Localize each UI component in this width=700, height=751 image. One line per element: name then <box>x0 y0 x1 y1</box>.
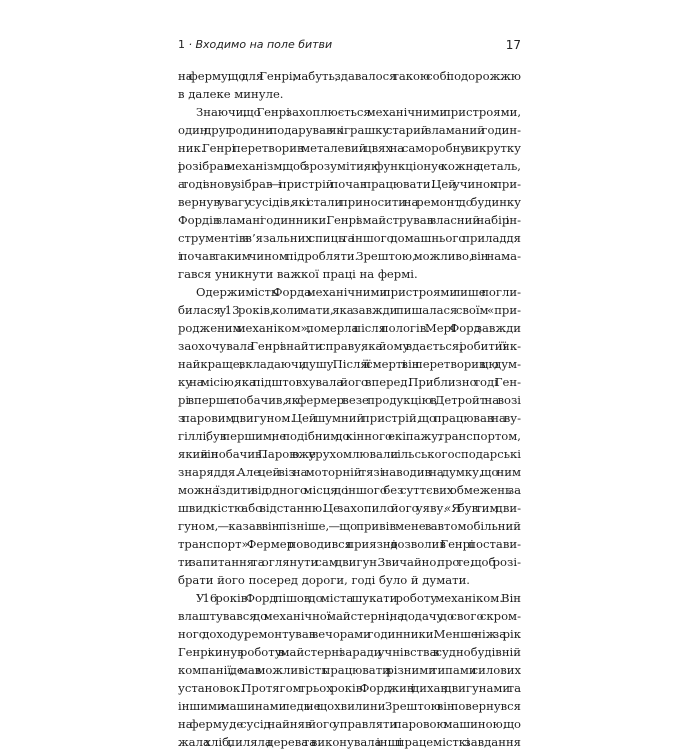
text-line: родженим механіком», померла після пологів. Мері Форд завжди <box>178 321 521 335</box>
text-line: рі вперше побачив, як фермер везе продукцію в Детройт на возі <box>178 393 521 407</box>
text-line: влаштувався до механічної майстерні і, на додачу до свого скром- <box>178 609 521 623</box>
text-line: ник. Генрі перетворив металевий цвях на саморобну викрутку <box>178 141 521 155</box>
text-line: ти запитання та оглянути сам двигун. Звичайно, про те, щоб розі- <box>178 555 521 569</box>
body-text <box>178 67 521 751</box>
text-line: Одержимість Форда механічними пристроями лише погли- <box>196 285 521 299</box>
text-line: і розібрав механізм, щоб зрозуміти, як функціонує кожна деталь, <box>178 159 521 173</box>
text-line: вернув увагу сусідів, які стали приносити на ремонт до будинку <box>178 195 521 209</box>
text-line: який він побачив. Парою вже урухомлювали сільськогосподарські <box>178 447 521 461</box>
text-line: на ферму, де сусід найняв його управляти паровою машиною, що <box>178 717 521 731</box>
text-line: Знаючи, що Генрі захоплюється механічними пристроями, <box>196 105 521 119</box>
text-line: установок. Протягом трьох років Форд жив і дихав двигунами та <box>178 681 521 695</box>
text-line: заохочувала Генрі знайти справу, яка йому вдається, і робити її як- <box>178 339 521 353</box>
text-line: билася у 13 років, коли мати, яка завжди пишалася своїм «при- <box>178 303 521 317</box>
chapter-title: Входимо на поле битви <box>195 38 333 51</box>
chapter-number: 1 <box>178 38 185 51</box>
text-line: гуном, — казав він пізніше, — що привів мене в автомобільний <box>178 519 521 533</box>
text-line: іншими машинами ледь не щохвилини. Зрештою він повернувся <box>178 699 521 713</box>
text-line: гався уникнути важкої праці на фермі. <box>178 267 418 281</box>
chapter-heading <box>178 38 332 51</box>
text-line: ного доходу, ремонтував вечорами годинники. Менше ніж за рік <box>178 627 521 641</box>
text-line: і почав таким чином підробляти. Зрештою, можливо, він нама- <box>178 249 521 263</box>
text-line: Фордів зламані годинники. Генрі змайстрував власний набір ін- <box>178 213 521 227</box>
text-line: ку на місію, яка підштовхувала його вперед. Приблизно тоді Ген- <box>178 375 521 389</box>
page-number: 17 <box>505 38 521 52</box>
text-line: транспорт». Фермер поводився приязно і дозволив Генрі постави- <box>178 537 521 551</box>
text-line: в далеке минуле. <box>178 87 284 101</box>
chapter-separator: · <box>188 38 192 51</box>
text-line: компанії, де мав можливість працювати з різними типами силових <box>178 663 521 677</box>
running-head <box>178 38 521 56</box>
text-line: з паровим двигуном. Цей шумний пристрій, що працював на ву- <box>178 411 521 425</box>
text-line: брати його посеред дороги, годі було й думати. <box>178 573 470 587</box>
text-line: струментів з в’язальних спиць та іншого домашнього приладдя <box>178 231 521 245</box>
text-line: знаряддя. Але цей віз на моторній тязі наводив на думку, що ним <box>178 465 521 479</box>
text-line: найкраще, вкладаючи душу. Після її смерті він перетворив цю дум- <box>178 357 521 371</box>
text-line: а тоді знову зібрав — і пристрій почав працювати. Цей учинок при- <box>178 177 521 191</box>
text-line: У 16 років Форд пішов до міста шукати роботу механіком. Він <box>196 591 521 605</box>
text-line: на ферму, що для Генрі, мабуть, здавалося такою собі подорожжю <box>178 69 521 83</box>
text-line: жала хліб, пиляла дерева та виконувала інші працемісткі завдання <box>178 735 521 749</box>
text-line: гіллі, був першим, не подібним до кінного екіпажу, транспортом, <box>178 429 521 443</box>
text-line: швидкістю або відстанню. Це захопило його уяву. «Я був тим дви- <box>178 501 521 515</box>
text-line: можна їздити від одного місця до іншого без суттєвих обмежень за <box>178 483 521 497</box>
text-line: Генрі кинув роботу в майстерні заради учнівства в суднобудівній <box>178 645 521 659</box>
text-line: один друг родини подарував як іграшку старий зламаний годин- <box>178 123 521 137</box>
